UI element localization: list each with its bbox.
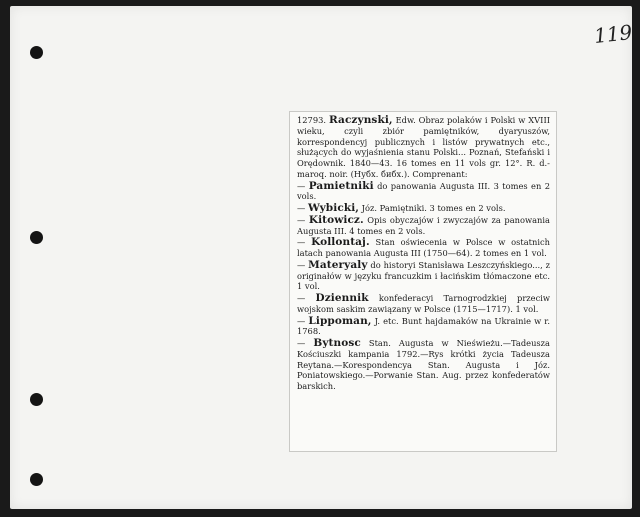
- entry-author: Kollontaj.: [311, 236, 370, 249]
- catalogue-entry: [297, 338, 550, 392]
- catalogue-clipping: [289, 111, 557, 452]
- catalogue-entry: [297, 203, 550, 214]
- catalogue-entry: [297, 181, 550, 203]
- catalogue-entry: [297, 237, 550, 259]
- handwritten-page-number: 119: [592, 20, 634, 48]
- entry-dash: —: [297, 237, 312, 248]
- catalogue-entry: [297, 293, 550, 315]
- entry-author: Pamietniki: [308, 179, 374, 192]
- entry-text: Edw. Obraz polaków i Polski w XVIII wieku, czyli zbiór pamiętników, dyaryuszów, korrespondencyj publicznych i listów prywatnych etc., służących do wyjaśnienia stanu Polski... Poznań, Stefański i Orędownik. 1840—43. 16 tomes en 11 vols gr. 12°. R. d.-maroq. noir. (Нубх. бибх.). Comprenant:: [297, 115, 550, 179]
- binder-hole-top: [30, 46, 43, 59]
- entry-text: do historyi Stanisława Leszczyńskiego..., z originałów w języku francuzkim i łacińskim tłómaczone etc. 1 vol.: [297, 259, 550, 292]
- catalogue-entry: [297, 316, 550, 338]
- catalogue-entry: [297, 260, 550, 292]
- binder-hole-bottom: [30, 473, 43, 486]
- entry-text: Józ. Pamiętniki. 3 tomes en 2 vols.: [359, 203, 506, 213]
- entry-text: do panowania Augusta III. 3 tomes en 2 vols.: [297, 180, 551, 202]
- binder-hole-lower: [30, 393, 43, 406]
- catalogue-entry: [297, 215, 550, 237]
- entry-dash: —: [297, 180, 309, 191]
- entry-dash: —: [297, 203, 308, 213]
- entry-text: J. etc. Bunt hajdamaków na Ukrainie w r. 1768.: [297, 315, 551, 337]
- binder-hole-middle: [30, 231, 43, 244]
- entry-dash: —: [297, 315, 309, 326]
- entry-author: Kitowicz.: [308, 213, 364, 226]
- entry-number: 12793.: [297, 115, 329, 125]
- entry-author: Lippoman,: [308, 314, 372, 327]
- entry-author: Wybicki,: [307, 202, 360, 214]
- entry-text: konfederacyi Tarnogrodzkiej przeciw wojskom saskim zawiązany w Polsce (1715—1717). 1 vol.: [297, 293, 550, 314]
- entry-dash: —: [297, 214, 309, 225]
- entry-author: Materyaly: [308, 258, 368, 271]
- entry-dash: —: [297, 293, 316, 303]
- entry-text: Stan. Augusta w Nieświeżu.—Tadeusza Kościuszki kampania 1792.—Rys krótki życia Tadeusza Reytana.—Korespondencya Stan. Augusta i Józ. Poniatowskiego.—Porwanie Stan. Aug. przez konfederatów barskich.: [297, 338, 551, 391]
- entry-dash: —: [297, 259, 309, 270]
- entry-author: Bytnosc: [313, 337, 361, 349]
- entry-text: Stan oświecenia w Polsce w ostatnich latach panowania Augusta III (1750—64). 2 tomes en 1 vol.: [297, 237, 550, 258]
- entry-dash: —: [297, 338, 314, 348]
- entry-author: Dziennik: [315, 292, 369, 304]
- entry-author: Raczynski,: [328, 114, 393, 126]
- catalogue-entry: [297, 115, 550, 180]
- entry-text: Opis obyczajów i zwyczajów za panowania Augusta III. 4 tomes en 2 vols.: [297, 214, 550, 236]
